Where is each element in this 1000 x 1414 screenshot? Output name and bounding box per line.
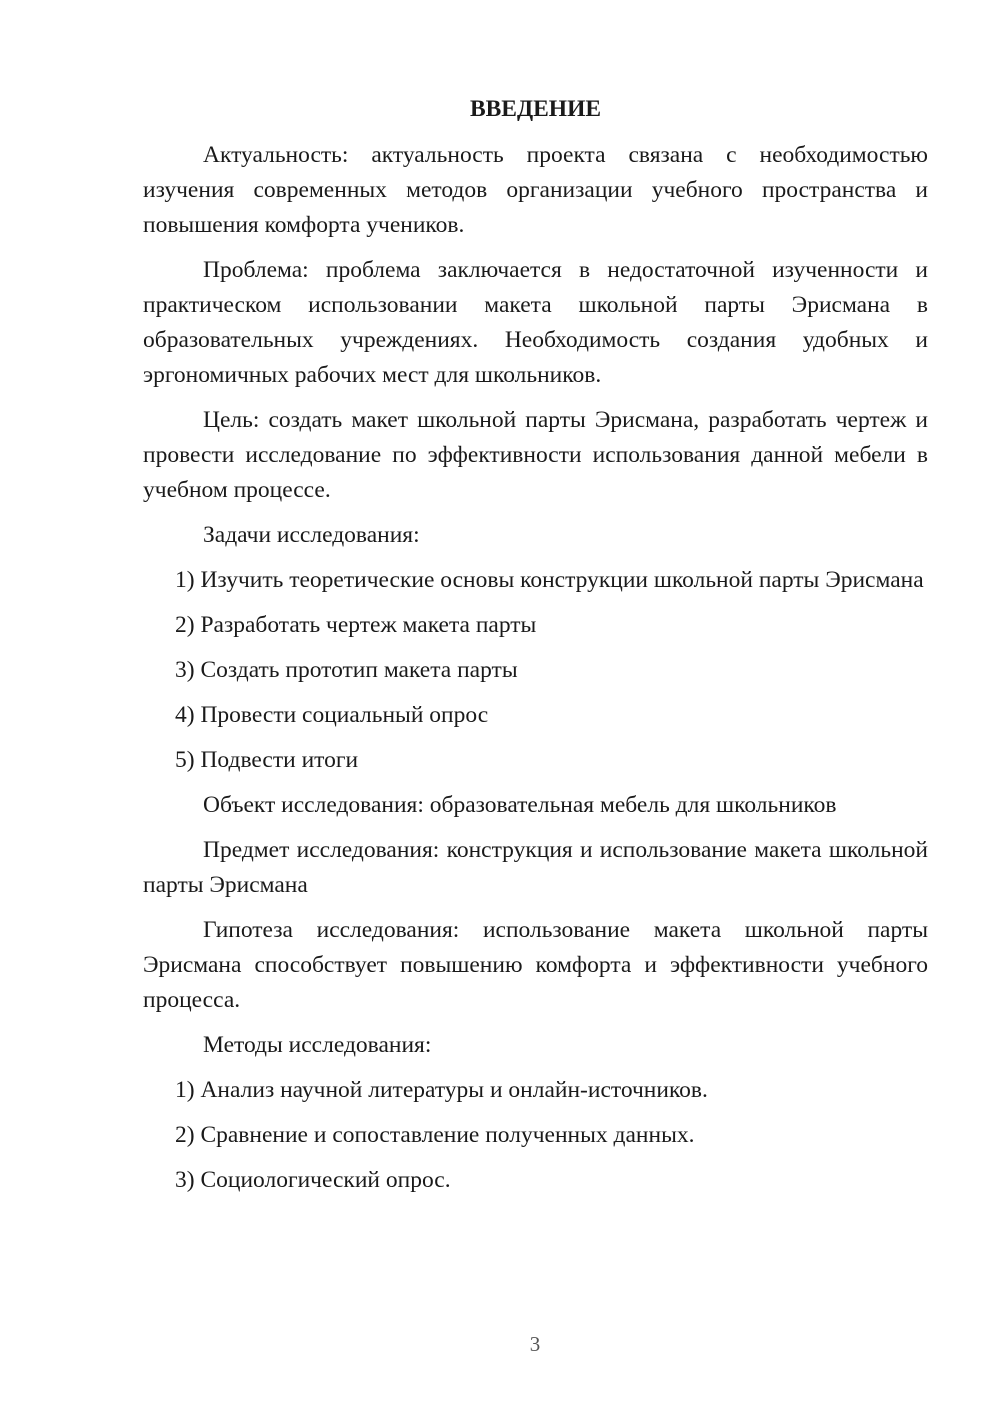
object-paragraph: Объект исследования: образовательная мебель для школьников (203, 792, 837, 818)
relevance-paragraph: Актуальность: актуальность проекта связана с необходимостью изучения современных методов организации учебного пространства и повышения комфорта учеников. (143, 142, 928, 238)
method-item: 2) Сравнение и сопоставление полученных данных. (175, 1122, 695, 1148)
task-item: 3) Создать прототип макета парты (175, 657, 518, 683)
tasks-heading: Задачи исследования: (203, 522, 420, 548)
section-title: ВВЕДЕНИЕ (469, 96, 602, 122)
task-item: 1) Изучить теоретические основы конструкции школьной парты Эрисмана (175, 567, 924, 593)
task-item: 2) Разработать чертеж макета парты (175, 612, 537, 638)
method-item: 1) Анализ научной литературы и онлайн-источников. (175, 1077, 708, 1103)
page-content (143, 92, 928, 1208)
hypothesis-paragraph: Гипотеза исследования: использование макета школьной парты Эрисмана способствует повышению комфорта и эффективности учебного процесса. (143, 917, 928, 1013)
task-item: 5) Подвести итоги (175, 747, 359, 773)
methods-heading: Методы исследования: (203, 1032, 432, 1058)
goal-paragraph: Цель: создать макет школьной парты Эрисмана, разработать чертеж и провести исследование по эффективности использования данной мебели в учебном процессе. (143, 407, 928, 503)
subject-paragraph: Предмет исследования: конструкция и использование макета школьной парты Эрисмана (143, 837, 928, 898)
problem-paragraph: Проблема: проблема заключается в недостаточной изученности и практическом использовании макета школьной парты Эрисмана в образовательных учреждениях. Необходимость создания удобных и эргономичных рабочих мест для школьников. (143, 257, 928, 388)
method-item: 3) Социологический опрос. (175, 1167, 451, 1193)
task-item: 4) Провести социальный опрос (175, 702, 489, 728)
page-number: 3 (529, 1332, 541, 1356)
